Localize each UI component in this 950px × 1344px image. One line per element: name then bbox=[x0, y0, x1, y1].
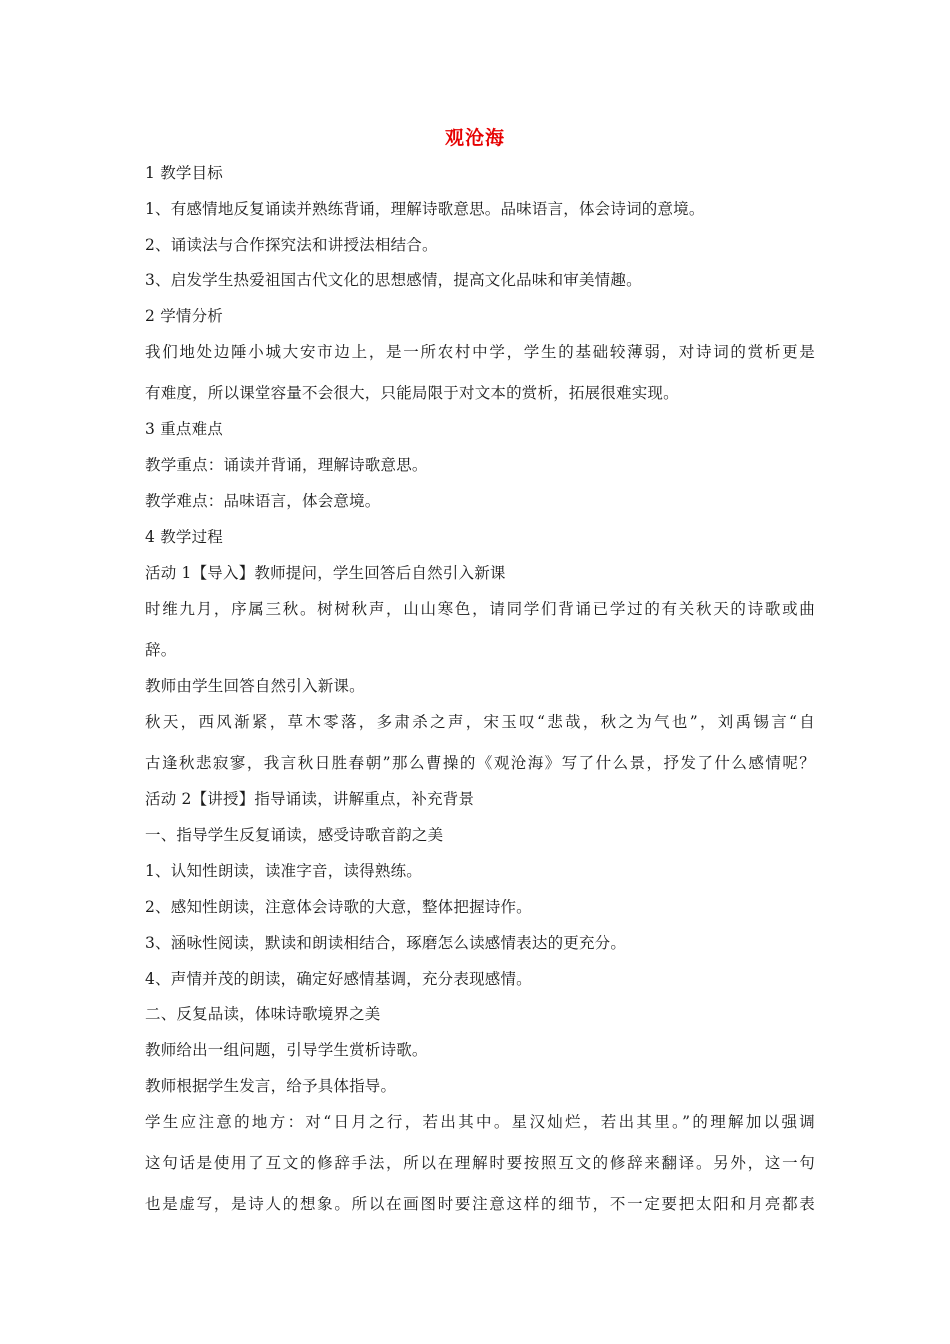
paragraph-line: 教师由学生回答自然引入新课。 bbox=[145, 677, 365, 695]
paragraph-line: 古逢秋悲寂寥，我言秋日胜春朝”那么曹操的《观沧海》写了什么景，抒发了什么感情呢？ bbox=[145, 754, 815, 772]
page-title: 观沧海 bbox=[444, 127, 505, 149]
subsection-heading: 一、指导学生反复诵读，感受诗歌音韵之美 bbox=[145, 826, 444, 844]
objective-item: 2、诵读法与合作探究法和讲授法相结合。 bbox=[145, 236, 438, 254]
list-item: 1、认知性朗读，读准字音，读得熟练。 bbox=[145, 862, 422, 880]
paragraph-line: 学生应注意的地方：对“日月之行，若出其中。星汉灿烂，若出其里。”的理解加以强调 bbox=[145, 1113, 815, 1131]
key-point-item: 教学重点：诵读并背诵，理解诗歌意思。 bbox=[145, 456, 428, 474]
key-point-item: 教学难点：品味语言，体会意境。 bbox=[145, 492, 381, 510]
list-item: 4、声情并茂的朗读，确定好感情基调，充分表现感情。 bbox=[145, 970, 532, 988]
section-heading-process: 4 教学过程 bbox=[145, 528, 223, 546]
activity-heading: 活动 2【讲授】指导诵读，讲解重点，补充背景 bbox=[145, 790, 475, 808]
subsection-heading: 二、反复品读，体味诗歌境界之美 bbox=[145, 1005, 381, 1023]
list-item: 3、涵咏性阅读，默读和朗读相结合，琢磨怎么读感情表达的更充分。 bbox=[145, 934, 627, 952]
paragraph-line: 时维九月，序属三秋。树树秋声，山山寒色，请同学们背诵已学过的有关秋天的诗歌或曲 bbox=[145, 600, 815, 618]
objective-item: 3、启发学生热爱祖国古代文化的思想感情，提高文化品味和审美情趣。 bbox=[145, 271, 642, 289]
paragraph-line: 教师根据学生发言，给予具体指导。 bbox=[145, 1077, 397, 1095]
paragraph-line: 我们地处边陲小城大安市边上，是一所农村中学，学生的基础较薄弱，对诗词的赏析更是 bbox=[145, 343, 815, 361]
section-heading-key-points: 3 重点难点 bbox=[145, 420, 223, 438]
list-item: 2、感知性朗读，注意体会诗歌的大意，整体把握诗作。 bbox=[145, 898, 532, 916]
section-heading-analysis: 2 学情分析 bbox=[145, 307, 223, 325]
objective-item: 1、有感情地反复诵读并熟练背诵，理解诗歌意思。品味语言，体会诗词的意境。 bbox=[145, 200, 705, 218]
paragraph-line: 教师给出一组问题，引导学生赏析诗歌。 bbox=[145, 1041, 428, 1059]
activity-heading: 活动 1【导入】教师提问，学生回答后自然引入新课 bbox=[145, 564, 506, 582]
paragraph-line: 也是虚写，是诗人的想象。所以在画图时要注意这样的细节，不一定要把太阳和月亮都表 bbox=[145, 1195, 815, 1213]
section-heading-objectives: 1 教学目标 bbox=[145, 164, 223, 182]
paragraph-line: 这句话是使用了互文的修辞手法，所以在理解时要按照互文的修辞来翻译。另外，这一句 bbox=[145, 1154, 815, 1172]
paragraph-line: 有难度，所以课堂容量不会很大，只能局限于对文本的赏析，拓展很难实现。 bbox=[145, 384, 679, 402]
paragraph-line: 秋天，西风渐紧，草木零落，多肃杀之声，宋玉叹“悲哉，秋之为气也”，刘禹锡言“自 bbox=[145, 713, 815, 731]
paragraph-line: 辞。 bbox=[145, 641, 177, 659]
